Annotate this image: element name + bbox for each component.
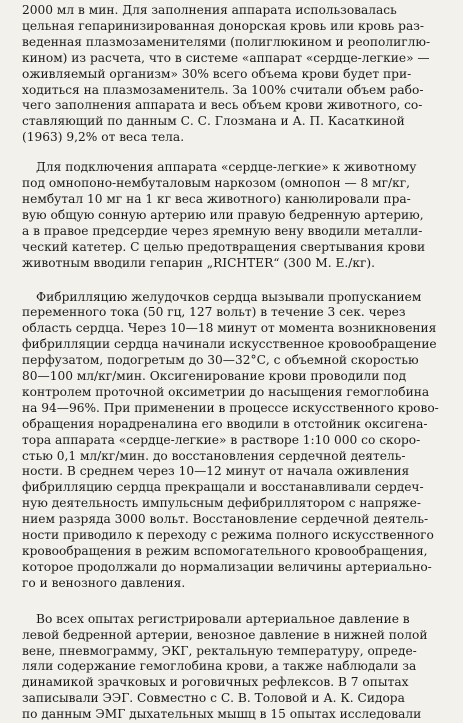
paragraph-2 <box>22 160 449 271</box>
text-line: переменного тока (50 гц, 127 вольт) в течение 3 сек. через <box>22 305 406 320</box>
text-line: го и венозного давления. <box>22 575 186 590</box>
text-line: ставляющий по данным С. С. Глозмана и А. П. Касаткиной <box>22 114 405 129</box>
text-line: ности. В среднем через 10—12 минут от начала оживления <box>22 464 410 479</box>
text-line: обращения норадреналина его вводили в отстойник оксигена- <box>22 416 428 431</box>
text-line: нием разряда 3000 вольт. Восстановление сердечной деятель- <box>22 512 429 527</box>
text-line: ческий катетер. С целью предотвращения свертывания крови <box>22 239 426 254</box>
text-line: на 94—96%. При применении в процессе искусственного крово- <box>22 400 439 415</box>
text-line: вую общую сонную артерию или правую бедренную артерию, <box>22 207 424 222</box>
text-line: перфузатом, подогретым до 30—32°С, с объемной скоростью <box>22 353 419 368</box>
text-line: фибрилляции сердца начинали искусственное кровообращение <box>22 337 437 352</box>
paragraph-gap <box>22 272 449 290</box>
text-line: ляли содержание гемоглобина крови, а также наблюдали за <box>22 659 417 674</box>
text-line: по данным ЭМГ дыхательных мышц в 15 опытах исследовали <box>22 707 422 722</box>
text-line: 80—100 мл/кг/мин. Оксигенирование крови проводили под <box>22 369 407 384</box>
text-line: кровообращения в режим вспомогательного кровообращения, <box>22 544 428 558</box>
text-line: ности приводило к переходу с режима полного искусственного <box>22 528 434 543</box>
text-line: область сердца. Через 10—18 минут от момента возникновения <box>22 321 437 336</box>
text-line: стью 0,1 мл/кг/мин. до восстановления сердечной деятель- <box>22 448 406 463</box>
text-line: цельная гепаринизированная донорская кровь или кровь раз- <box>22 18 424 33</box>
paragraph-4 <box>22 612 449 723</box>
text-line: вене, пневмограмму, ЭКГ, ректальную температуру, опреде- <box>22 643 417 658</box>
paragraph-gap <box>22 146 449 160</box>
text-line: Во всех опытах регистрировали артериальное давление в <box>36 611 410 626</box>
paragraph-1 <box>22 3 449 146</box>
text-line: под омнопоно-нембуталовым наркозом (омнопон — 8 мг/кг, <box>22 176 410 191</box>
text-line: ходиться на плазмозаменитель. За 100% считали объем рабо- <box>22 82 424 97</box>
text-line: 2000 мл в мин. Для заполнения аппарата использовалась <box>22 3 397 17</box>
text-line: тора аппарата «сердце-легкие» в растворе 1:10 000 со скоро- <box>22 432 421 447</box>
text-line: которое продолжали до нормализации величины артериально- <box>22 559 432 574</box>
paragraph-gap <box>22 592 449 612</box>
text-line: Фибрилляцию желудочков сердца вызывали пропусканием <box>36 289 422 304</box>
text-line: записывали ЭЭГ. Совместно с С. В. Толовой и А. К. Сидора <box>22 691 405 706</box>
text-line: чего заполнения аппарата и весь объем крови животного, со- <box>22 98 423 113</box>
text-line: ную деятельность импульсным дефибриллятором с напряже- <box>22 496 421 511</box>
text-line: фибрилляцию сердца прекращали и восстанавливали сердеч- <box>22 480 424 495</box>
text-line: оживляемый организм» 30% всего объема крови будет при- <box>22 66 412 81</box>
text-line: а в правое предсердие через яремную вену вводили металли- <box>22 223 423 238</box>
text-line: динамикой зрачковых и роговичных рефлексов. В 7 опытах <box>22 675 409 690</box>
text-line: Для подключения аппарата «сердце-легкие» к животному <box>36 160 417 175</box>
text-line: веденная плазмозаменителями (полиглюкином и реополиглю- <box>22 34 431 49</box>
text-line: левой бедренной артерии, венозное давление в нижней полой <box>22 627 428 642</box>
text-line: животным вводили гепарин „RICHTER“ (300 М. Е./кг). <box>22 255 375 270</box>
text-line: нембутал 10 мг на 1 кг веса животного) канюлировали пра- <box>22 191 411 206</box>
text-line: кином) из расчета, что в системе «аппарат «сердце-легкие» — <box>22 50 430 65</box>
text-line: (1963) 9,2% от веса тела. <box>22 130 185 145</box>
text-line: контролем проточной оксиметрии до насыщения гемоглобина <box>22 384 430 399</box>
paragraph-3 <box>22 290 449 592</box>
